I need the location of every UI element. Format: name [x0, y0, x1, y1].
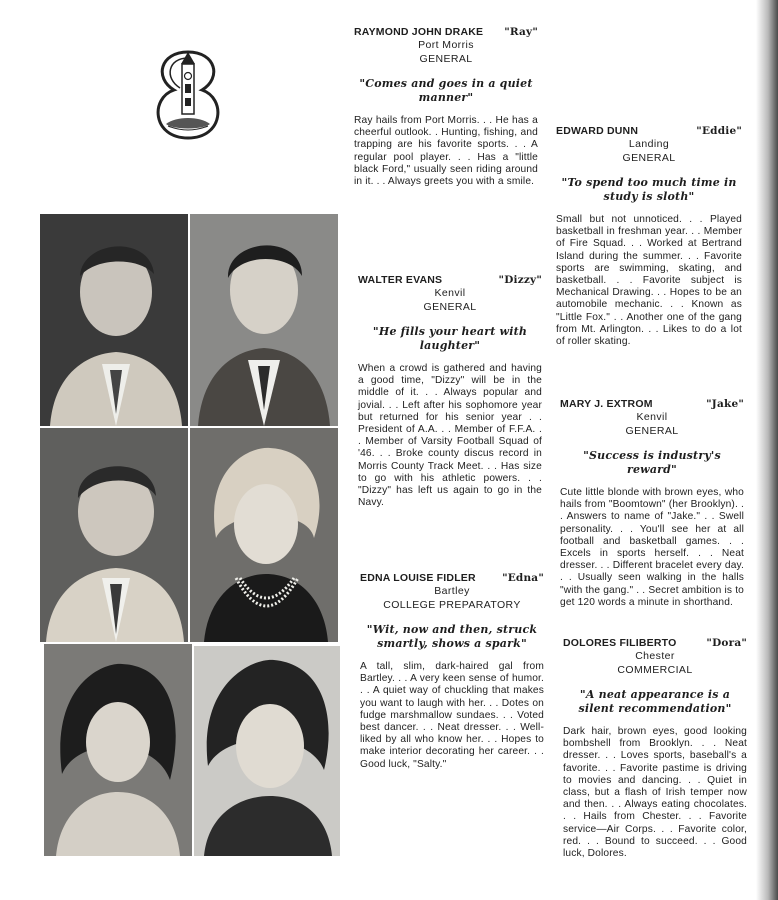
senior-hometown: Port Morris [418, 39, 474, 51]
portrait-photo-filiberto [194, 646, 340, 856]
senior-entry-extrom [560, 398, 744, 609]
senior-entry-filiberto [563, 637, 747, 860]
senior-nickname: "Edna" [502, 572, 544, 584]
senior-bio: Small but not unnoticed. . . Played basketball in freshman year. . . Member of Fire Squad. . . Worked at Bertrand Island during the summer. . . Favorite sports are swimming, skating, and basketball. . . Favorite subject is Mechanical Drawing. . . Hopes to be an automobile mechanic. . . Known as "Little Fox." . . Another one of the gang from Mt. Arlington. . . Likes to do a lot of roller skating. [556, 214, 742, 348]
senior-course: GENERAL [419, 53, 473, 65]
senior-course: GENERAL [625, 425, 679, 437]
senior-nickname: "Ray" [504, 26, 538, 38]
entry-header [354, 26, 538, 38]
senior-entry-fidler [360, 572, 544, 771]
senior-hometown: Chester [635, 650, 675, 662]
portrait-photo-evans [40, 428, 188, 642]
senior-entry-dunn [556, 125, 742, 348]
senior-quote: "Wit, now and then, struck smartly, shows a spark" [366, 623, 538, 650]
senior-bio: When a crowd is gathered and having a good time, "Dizzy" will be in the middle of it. . . Always popular and jovial. . . Left after his sophomore year but returned for his senior year . . President of A.A. . . Member of F.F.A. . . Member of Varsity Football Squad of '46. . . Broke county discus record in Morris County Track Meet. . . Has size to go with his athletic powers. . . "Dizzy" has left us again to go in the Navy. [358, 363, 542, 509]
senior-name: EDWARD DUNN [556, 125, 639, 137]
senior-name: EDNA LOUISE FIDLER [360, 572, 476, 584]
senior-bio: Ray hails from Port Morris. . . He has a cheerful outlook. . Hunting, fishing, and trapping are his favorite sports. . . A regular pool player. . . Has a "little black Ford," usually seen riding around in it. . . Always greets you with a smile. [354, 115, 538, 188]
senior-bio: Cute little blonde with brown eyes, who hails from "Boomtown" (her Brooklyn). . . Answers to name of "Jake." . . Swell personality. . . You'll see her at all football and basketball games. . . Excels in sports herself. . . Neat dresser. . . Different bracelet every day. . . Usually seen walking in the halls "with the gang." . . Secret ambition is to get 120 words a minute in shorthand. [560, 487, 744, 608]
portrait-photo-fidler [44, 644, 192, 856]
senior-quote: "A neat appearance is a silent recommendation" [578, 688, 732, 715]
senior-name: RAYMOND JOHN DRAKE [354, 26, 484, 38]
senior-quote: "Success is industry's reward" [583, 449, 721, 476]
senior-entry-drake [354, 26, 538, 188]
senior-nickname: "Jake" [706, 398, 744, 410]
senior-course: COLLEGE PREPARATORY [383, 599, 521, 611]
senior-nickname: "Dora" [706, 637, 747, 649]
senior-course: GENERAL [423, 301, 477, 313]
senior-name: MARY J. EXTROM [560, 398, 653, 410]
class-logo-tower-icon [148, 44, 228, 144]
senior-hometown: Kenvil [434, 287, 466, 299]
senior-course: GENERAL [622, 152, 676, 164]
senior-nickname: "Dizzy" [498, 274, 542, 286]
entry-header [358, 274, 542, 286]
senior-bio: Dark hair, brown eyes, good looking bombshell from Brooklyn. . . Neat dresser. . . Loves sports, baseball's a favorite. . . Favorite pastime is driving to movies and dancing. . . Quiet in class, but a flash of Irish temper now and then. . . Always eating chocolates. . . Hails from Chester. . . Favorite service—Air Corps. . . Favorite color, red. . . Bound to succeed. . . Good luck, Dolores. [563, 726, 747, 860]
senior-quote: "To spend too much time in study is sloth" [561, 176, 737, 203]
entry-header [360, 572, 544, 584]
senior-name: WALTER EVANS [358, 274, 443, 286]
senior-hometown: Kenvil [636, 411, 668, 423]
senior-bio: A tall, slim, dark-haired gal from Bartley. . . A very keen sense of humor. . . A quiet way of chuckling that makes you want to laugh with her. . . Dotes on fudge marshmallow sundaes. . . Voted best dancer. . . Neat dresser. . . Well-liked by all who know her. . . Hopes to make interior decorating her career. . . Good luck, "Salty." [360, 661, 544, 770]
entry-header [560, 398, 744, 410]
senior-entry-evans [358, 274, 542, 509]
portrait-photo-drake [40, 214, 188, 426]
portrait-photo-dunn [190, 214, 338, 426]
portrait-photo-extrom [190, 428, 338, 642]
senior-hometown: Bartley [434, 585, 470, 597]
senior-course: COMMERCIAL [617, 664, 693, 676]
senior-hometown: Landing [628, 138, 670, 150]
entry-header [556, 125, 742, 137]
entry-header [563, 637, 747, 649]
page-binding-edge [756, 0, 778, 900]
senior-quote: "He fills your heart with laughter" [372, 325, 528, 352]
senior-nickname: "Eddie" [696, 125, 742, 137]
senior-name: DOLORES FILIBERTO [563, 637, 677, 649]
senior-quote: "Comes and goes in a quiet manner" [359, 77, 533, 104]
